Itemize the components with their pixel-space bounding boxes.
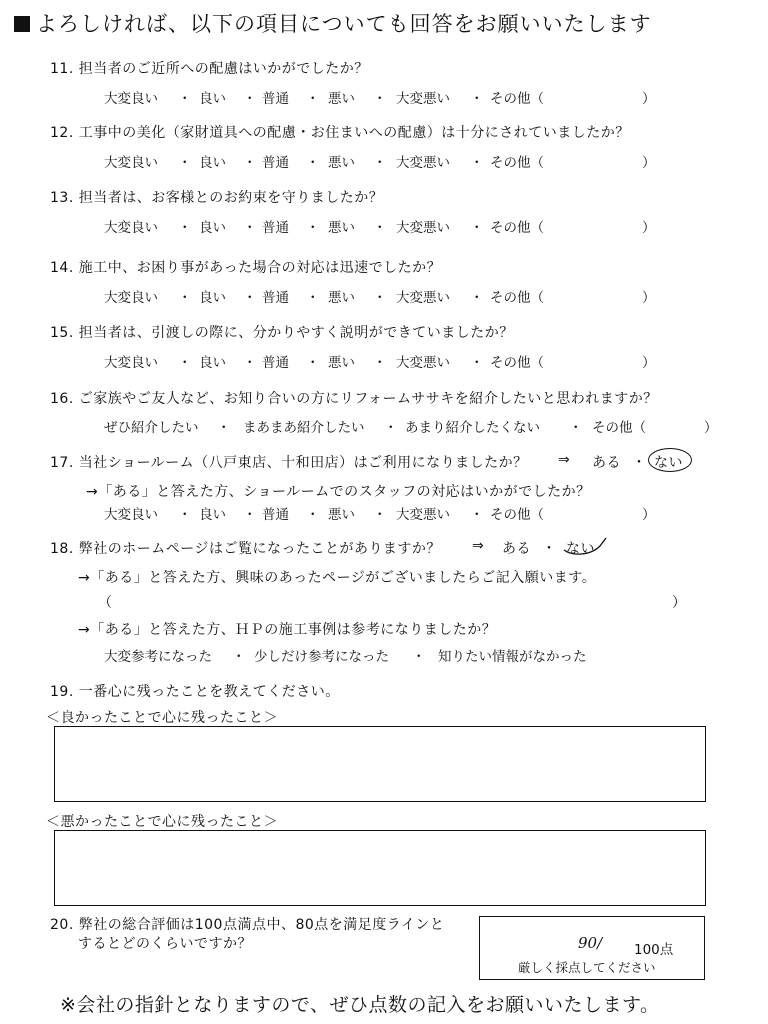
q11-other-close: ） (642, 91, 656, 107)
question-19 (50, 681, 340, 701)
question-18 (50, 538, 441, 558)
sep: ・ (243, 220, 257, 236)
q17-option-6[interactable]: その他（ (490, 507, 544, 523)
sep: ・ (178, 290, 192, 306)
question-number: 15. (50, 325, 74, 341)
q17-option-3[interactable]: 普通 (262, 507, 289, 523)
answer-check-mark (560, 532, 610, 558)
q17-followup: →「ある」と答えた方、ショールームでのスタッフの対応はいかがでしたか？ (86, 484, 591, 500)
question-text: ご家族やご友人など、お知り合いの方にリフォームササキを紹介したいと思われますか？ (78, 391, 658, 407)
q14-option-5[interactable]: 大変悪い (396, 290, 450, 306)
question-number: 11. (50, 61, 74, 77)
q12-option-3[interactable]: 普通 (262, 155, 289, 171)
sep: ・ (306, 507, 320, 523)
question-16 (50, 388, 658, 408)
sep: ・ (470, 91, 484, 107)
sep: ・ (306, 290, 320, 306)
question-number: 18. (50, 541, 74, 557)
sep: ・ (470, 220, 484, 236)
sep: ・ (470, 290, 484, 306)
question-text-line-1: 弊社の総合評価は100点満点中、80点を満足度ラインと (78, 917, 445, 933)
q13-option-3[interactable]: 普通 (262, 220, 289, 236)
q17-option-5[interactable]: 大変悪い (396, 507, 450, 523)
sep: ・ (217, 420, 231, 436)
q14-option-1[interactable]: 大変良い (104, 290, 158, 306)
q15-option-3[interactable]: 普通 (262, 355, 289, 371)
sep: ・ (470, 507, 484, 523)
q17-option-2[interactable]: 良い (199, 507, 226, 523)
q17-option-4[interactable]: 悪い (328, 507, 355, 523)
q17-other-close: ） (642, 507, 656, 523)
question-number: 14. (50, 260, 74, 276)
question-text: 工事中の美化（家財道具への配慮・お住まいへの配慮）は十分にされていましたか？ (78, 125, 630, 141)
q13-option-5[interactable]: 大変悪い (396, 220, 450, 236)
question-number: 13. (50, 190, 74, 206)
question-text: 一番心に残ったことを教えてください。 (78, 684, 340, 700)
q12-option-5[interactable]: 大変悪い (396, 155, 450, 171)
q16-option-1[interactable]: ぜひ紹介したい (104, 420, 199, 436)
q13-option-1[interactable]: 大変良い (104, 220, 158, 236)
q14-option-4[interactable]: 悪い (328, 290, 355, 306)
footer-note: ※会社の指針となりますので、ぜひ点数の記入をお願いいたします。 (60, 994, 660, 1016)
question-11 (50, 58, 369, 78)
sep: ・ (373, 155, 387, 171)
q16-option-other-close: ） (704, 420, 718, 436)
q15-option-2[interactable]: 良い (199, 355, 226, 371)
q14-option-6[interactable]: その他（ (490, 290, 544, 306)
sep: ・ (384, 420, 398, 436)
question-13 (50, 187, 383, 207)
q17-option-no[interactable]: ない (654, 455, 683, 471)
q14-other-close: ） (642, 290, 656, 306)
question-text: 担当者は、引渡しの際に、分かりやすく説明ができていましたか？ (78, 325, 514, 341)
q13-option-2[interactable]: 良い (199, 220, 226, 236)
q18-option-2[interactable]: 少しだけ参考になった (254, 649, 389, 665)
q11-option-5[interactable]: 大変悪い (396, 91, 450, 107)
q15-option-1[interactable]: 大変良い (104, 355, 158, 371)
q18-followup-2: →「ある」と答えた方、ＨＰの施工事例は参考になりましたか？ (78, 622, 497, 638)
sep: ・ (178, 91, 192, 107)
q18-option-1[interactable]: 大変参考になった (104, 649, 212, 665)
sep: ・ (373, 507, 387, 523)
q16-option-other[interactable]: その他（ (592, 420, 646, 436)
score-max: 100点 (634, 942, 674, 958)
question-text: 弊社のホームページはご覧になったことがありますか？ (78, 541, 441, 557)
question-text: 担当者は、お客様とのお約束を守りましたか？ (78, 190, 384, 206)
q11-option-1[interactable]: 大変良い (104, 91, 158, 107)
sep: ・ (232, 649, 246, 665)
question-number: 12. (50, 125, 74, 141)
question-text: 施工中、お困り事があった場合の対応は迅速でしたか？ (78, 260, 442, 276)
paren-close: ） (672, 595, 687, 611)
sep: ・ (470, 355, 484, 371)
question-15 (50, 322, 514, 342)
question-17 (50, 452, 528, 472)
sep: ・ (178, 220, 192, 236)
q16-option-3[interactable]: あまり紹介したくない (405, 420, 540, 436)
q11-option-3[interactable]: 普通 (262, 91, 289, 107)
page-title (14, 8, 652, 38)
q13-option-6[interactable]: その他（ (490, 220, 544, 236)
q17-option-yes[interactable]: ある (592, 455, 621, 471)
score-note: 厳しく採点してください (518, 960, 656, 975)
sep: ・ (373, 220, 387, 236)
q17-option-1[interactable]: 大変良い (104, 507, 158, 523)
sep: ・ (178, 355, 192, 371)
sep: ・ (306, 91, 320, 107)
q18-followup-1: →「ある」と答えた方、興味のあったページがございましたらご記入願います。 (78, 570, 597, 586)
q11-option-2[interactable]: 良い (199, 91, 226, 107)
q16-option-2[interactable]: まあまあ紹介したい (243, 420, 365, 436)
q18-option-yes[interactable]: ある (502, 541, 531, 557)
q13-other-close: ） (642, 220, 656, 236)
q15-option-4[interactable]: 悪い (328, 355, 355, 371)
q12-option-4[interactable]: 悪い (328, 155, 355, 171)
sep: ・ (470, 155, 484, 171)
score-handwritten: 90/ (578, 934, 603, 952)
q15-other-close: ） (642, 355, 656, 371)
question-number: 20. (50, 917, 74, 933)
square-bullet-icon (14, 16, 30, 32)
question-number: 17. (50, 455, 74, 471)
sep: ・ (306, 355, 320, 371)
sep: ・ (542, 541, 557, 557)
sep: ・ (569, 420, 583, 436)
question-text: 当社ショールーム（八戸東店、十和田店）はご利用になりましたか？ (78, 455, 528, 471)
good-memory-label: ＜良かったことで心に残ったこと＞ (46, 710, 278, 726)
q12-option-1[interactable]: 大変良い (104, 155, 158, 171)
arrow-icon: ⇒ (558, 452, 571, 468)
sep: ・ (373, 91, 387, 107)
sep: ・ (178, 155, 192, 171)
question-14 (50, 257, 441, 277)
q14-option-3[interactable]: 普通 (262, 290, 289, 306)
sep: ・ (178, 507, 192, 523)
header-text: よろしければ、以下の項目についても回答をお願いいたします (36, 12, 652, 36)
good-memory-textbox[interactable] (54, 726, 706, 802)
q15-option-5[interactable]: 大変悪い (396, 355, 450, 371)
question-20 (50, 914, 444, 934)
sep: ・ (373, 355, 387, 371)
sep: ・ (243, 91, 257, 107)
q12-option-2[interactable]: 良い (199, 155, 226, 171)
sep: ・ (243, 155, 257, 171)
arrow-icon: ⇒ (472, 538, 485, 554)
bad-memory-label: ＜悪かったことで心に残ったこと＞ (46, 814, 278, 830)
question-number: 19. (50, 684, 74, 700)
question-text-line-2: するとどのくらいですか？ (78, 936, 252, 952)
q11-option-6[interactable]: その他（ (490, 91, 544, 107)
q18-option-3[interactable]: 知りたい情報がなかった (438, 649, 587, 665)
q14-option-2[interactable]: 良い (199, 290, 226, 306)
sep: ・ (373, 290, 387, 306)
q12-option-6[interactable]: その他（ (490, 155, 544, 171)
sep: ・ (243, 507, 257, 523)
sep: ・ (243, 355, 257, 371)
question-text: 担当者のご近所への配慮はいかがでしたか？ (78, 61, 369, 77)
q11-option-4[interactable]: 悪い (328, 91, 355, 107)
q13-option-4[interactable]: 悪い (328, 220, 355, 236)
paren-open: （ (98, 595, 113, 611)
q18-option-no[interactable]: ない (566, 541, 595, 557)
sep: ・ (306, 155, 320, 171)
q12-other-close: ） (642, 155, 656, 171)
question-12 (50, 122, 630, 142)
q15-option-6[interactable]: その他（ (490, 355, 544, 371)
sep: ・ (412, 649, 426, 665)
bad-memory-textbox[interactable] (54, 830, 706, 906)
sep: ・ (306, 220, 320, 236)
sep: ・ (632, 455, 647, 471)
question-number: 16. (50, 391, 74, 407)
sep: ・ (243, 290, 257, 306)
